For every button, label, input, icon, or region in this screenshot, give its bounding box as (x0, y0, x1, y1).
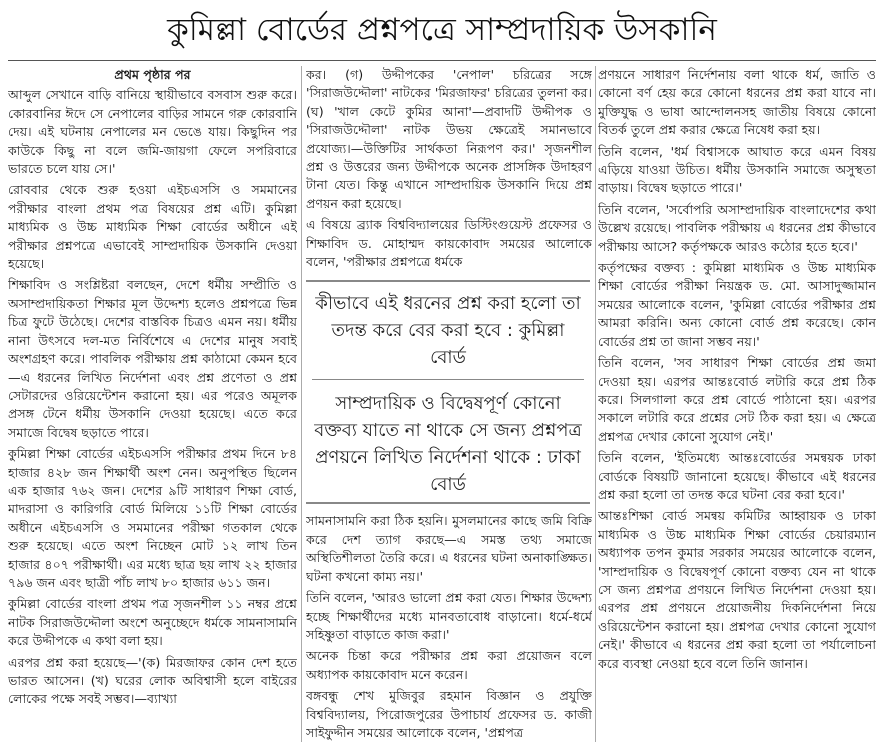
paragraph: তিনি বলেন, 'সর্বোপরি অসাম্প্রদায়িক বাংলাদেশের কথা উল্লেখ রয়েছে। পাবলিক পরীক্ষায় এ ধরনের প্রশ্ন কীভাবে পরীক্ষায় আসে? কর্তৃপক্ষকে আরও কঠোর হতে হবে।' (598, 201, 876, 254)
paragraph: প্রণয়নে সাধারণ নির্দেশনায় বলা থাকে ধর্ম, জাতি ও কোনো বর্ণ হেয় করে কোনো ধরনের প্রশ্ন করা যাবে না। মুক্তিযুদ্ধ ও ভাষা আন্দোলনসহ জাতীয় বিষয়ে কোনো বিতর্ক তুলে প্রশ্ন করার ক্ষেত্রে নিষেধ করা হয়। (598, 67, 876, 138)
paragraph: অনেক চিন্তা করে পরীক্ষার প্রশ্ন করা প্রয়োজন বলে অধ্যাপক কায়কোবাদ মনে করেন। (306, 648, 592, 682)
headline: কুমিল্লা বোর্ডের প্রশ্নপত্রে সাম্প্রদায়িক উসকানি (167, 12, 717, 48)
column-divider-1 (301, 66, 302, 742)
paragraph: এ বিষয়ে ব্র্যাক বিশ্ববিদ্যালয়ের ডিস্টিংগুয়েস্ট প্রফেসর ও শিক্ষাবিদ ড. মোহাম্মদ কায়কোবাদ সময়ের আলোকে বলেন, 'পরীক্ষার প্রশ্নপত্রে ধর্মকে (306, 217, 592, 270)
paragraph: বঙ্গবন্ধু শেখ মুজিবুর রহমান বিজ্ঞান ও প্রযুক্তি বিশ্ববিদ্যালয়, পিরোজপুরের উপাচার্য প্রফেসর ড. কাজী সাইফুদ্দীন সময়ের আলোকে বলেন, 'প্রশ্নপত্র (306, 688, 592, 740)
column-1 (8, 66, 297, 742)
continued-label: প্রথম পৃষ্ঠার পর (114, 67, 191, 82)
paragraph: কুমিল্লা শিক্ষা বোর্ডের এইচএসসি পরীক্ষার প্রথম দিনে ৮৪ হাজার ৪২৮ জন শিক্ষার্থী অংশ নেন। অনুপস্থিত ছিলেন এক হাজার ৭৬২ জন। দেশের ৯টি সাধারণ শিক্ষা বোর্ড, মাদরাসা ও কারিগরি বোর্ড মিলিয়ে ১১টি শিক্ষা বোর্ডের অধীনে এইচএসসি ও সমমানের পরীক্ষা গতকাল থেকে শুরু হয়েছে। এতে অংশ নিচ্ছেন মোট ১২ লাখ তিন হাজার ৪০৭ পরীক্ষার্থী। এর মধ্যে ছাত্র ছয় লাখ ২২ হাজার ৭৯৬ জন এবং ছাত্রী পাঁচ লাখ ৮০ হাজার ৬১১ জন। (8, 446, 297, 590)
headline-rule (8, 60, 876, 61)
paragraph: কুমিল্লা বোর্ডের বাংলা প্রথম পত্র সৃজনশীল ১১ নম্বর প্রশ্নে নাটক সিরাজউদ্দৌলা অংশে অনুচ্ছেদে ধর্মকে সামনাসামনি করে উদ্দীপকে এ কথা বলা হয়। (8, 596, 297, 649)
pullquote-separator (312, 379, 584, 380)
paragraph: আন্তঃশিক্ষা বোর্ড সমন্বয় কমিটির আহ্বায়ক ও ঢাকা মাধ্যমিক ও উচ্চ মাধ্যমিক শিক্ষা বোর্ডের চেয়ারম্যান অধ্যাপক তপন কুমার সরকার সময়ের আলোকে বলেন, 'সাম্প্রদায়িক ও বিদ্বেষপূর্ণ কোনো বক্তব্য যেন না থাকে সে জন্য প্রশ্নপত্র প্রণয়নে লিখিত নির্দেশনা দেওয়া হয়। এরপর প্রশ্ন প্রণয়নে প্রয়োজনীয় দিকনির্দেশনা নিয়ে ওরিয়েন্টেশন করানো হয়। প্রশ্নপত্র দেখার কোনো সুযোগ নেই।' কীভাবে এ ধরনের প্রশ্ন করা হলো তা পর্যালোচনা করে ব্যবস্থা নেওয়া হবে বলে তিনি জানান। (598, 508, 876, 671)
column-divider-2 (595, 66, 596, 742)
paragraph: তিনি বলেন, 'ইতিমধ্যে আন্তঃবোর্ডের সমন্বয়ক ঢাকা বোর্ডকে বিষয়টি জানানো হয়েছে। কীভাবে এই ধরনের প্রশ্ন করা হলো তা তদন্ত করে ঘটনা বের করা হবে।' (598, 450, 876, 502)
pullquote-box (306, 280, 590, 504)
paragraph: আব্দুল সেখানে বাড়ি বানিয়ে স্থায়ীভাবে বসবাস শুরু করে। কোরবানির ঈদে সে নেপালের বাড়ির সামনে গরু কোরবানি দেয়। এই ঘটনায় নেপালের মন ভেঙে যায়। কিছুদিন পর কাউকে কিছু না বলে জমি-জায়গা ফেলে সপরিবারে ভারতে চলে যায় সে।' (8, 87, 297, 177)
pullquote-comilla-board: কীভাবে এই ধরনের প্রশ্ন করা হলো তা তদন্ত করে বের করা হবে : কুমিল্লা বোর্ড (315, 293, 581, 368)
paragraph: রোববার থেকে শুরু হওয়া এইচএসসি ও সমমানের পরীক্ষার বাংলা প্রথম পত্র বিষয়ের প্রশ্ন এটি। কুমিল্লা মাধ্যমিক ও উচ্চ মাধ্যমিক শিক্ষা বোর্ডের অধীনে এই পরীক্ষার প্রশ্নপত্রে এভাবেই সাম্প্রদায়িক উসকানি দেওয়া হয়েছে। (8, 182, 297, 272)
paragraph: কর। (গ) উদ্দীপকের 'নেপাল' চরিত্রের সঙ্গে 'সিরাজউদ্দৌলা' নাটকের 'মিরজাফর' চরিত্রের তুলনা কর। (ঘ) 'খাল কেটে কুমির আনা'—প্রবাদটি উদ্দীপক ও 'সিরাজউদ্দৌলা' নাটক উভয় ক্ষেত্রেই সমানভাবে প্রযোজ্য।—উক্তিটির সার্থকতা নিরূপণ কর।' সৃজনশীল প্রশ্ন ও উত্তরের জন্য উদ্দীপকে অনেক প্রাসঙ্গিক উদাহরণ টানা যেত। কিন্তু এখানে সাম্প্রদায়িক উসকানি দিয়ে প্রশ্ন প্রণয়ন করা হয়েছে। (306, 67, 592, 211)
paragraph: তিনি বলেন, 'আরও ভালো প্রশ্ন করা যেত। শিক্ষার উদ্দেশ্য হচ্ছে শিক্ষার্থীদের মধ্যে মানবতাবোধ বাড়ানো। ধর্মে-ধর্মে সহিষ্ণুতা বাড়াতে কাজ করা।' (306, 590, 592, 642)
paragraph: সামনাসামনি করা ঠিক হয়নি। মুসলমানের কাছে জমি বিক্রি করে দেশ ত্যাগ করছে—এ সমস্ত তথ্য সমাজে অস্থিতিশীলতা তৈরি করে। এ ধরনের ঘটনা অনাকাঙ্ক্ষিত। ঘটনা কখনো কাম্য নয়।' (306, 513, 592, 584)
paragraph: এরপর প্রশ্ন করা হয়েছে—'(ক) মিরজাফর কোন দেশ হতে ভারত আসেন। (খ) ঘরের লোক অবিশ্বাসী হলে বাইরের লোকের পক্ষে সবই সম্ভব।—ব্যাখ্যা (8, 654, 297, 707)
paragraph: শিক্ষাবিদ ও সংশ্লিষ্টরা বলছেন, দেশে ধর্মীয় সম্প্রীতি ও অসাম্প্রদায়িকতা শিক্ষার মূল উদ্দেশ্য হলেও প্রশ্নপত্রে ভিন্ন চিত্র ফুটে উঠেছে। দেশের বাস্তবিক চিত্রও এমন নয়। ধর্মীয় নানা উৎসবে দল-মত নির্বিশেষে এ দেশের মানুষ সবাই অংশগ্রহণ করে। পাবলিক পরীক্ষায় প্রশ্ন কাঠামো কেমন হবে—এ ধরনের লিখিত নির্দেশনা এবং প্রশ্ন প্রণেতা ও প্রশ্ন সেটারদের ওরিয়েন্টেশন করানো হয়। এর পরেও অমূলক প্রসঙ্গ টেনে ধর্মীয় উসকানি দেওয়া হয়েছে। এতে করে সমাজে বিদ্বেষ ছড়াতে পারে। (8, 277, 297, 440)
paragraph: তিনি বলেন, 'ধর্ম বিশ্বাসকে আঘাত করে এমন বিষয় এড়িয়ে যাওয়া উচিত। ধর্মীয় উসকানি সমাজে অসুস্থতা বাড়ায়। বিদ্বেষ ছড়াতে পারে।' (598, 143, 876, 196)
column-3 (598, 66, 876, 742)
paragraph: কর্তৃপক্ষের বক্তব্য : কুমিল্লা মাধ্যমিক ও উচ্চ মাধ্যমিক শিক্ষা বোর্ডের পরীক্ষা নিয়ন্ত্রক ড. মো. আসাদুজ্জামান সময়ের আলোকে বলেন, 'কুমিল্লা বোর্ডের পরীক্ষার প্রশ্ন আমরা করিনি। অন্য কোনো বোর্ড প্রশ্ন করেছে। কোন বোর্ডের প্রশ্ন তা জানা সম্ভব নয়।' (598, 260, 876, 349)
paragraph: তিনি বলেন, 'সব সাধারণ শিক্ষা বোর্ডের প্রশ্ন জমা দেওয়া হয়। এরপর আন্তঃবোর্ড লটারি করে প্রশ্ন ঠিক করে। সিলগালা করে প্রশ্ন বোর্ডে পাঠানো হয়। এরপর সকালে লটারি করে প্রশ্নের সেট ঠিক করা হয়। এ ক্ষেত্রে প্রশ্নপত্র দেখার কোনো সুযোগ নেই।' (598, 355, 876, 444)
pullquote-dhaka-board: সাম্প্রদায়িক ও বিদ্বেষপূর্ণ কোনো বক্তব্য যাতে না থাকে সে জন্য প্রশ্নপত্র প্রণয়নে লিখিত নির্দেশনা থাকে : ঢাকা বোর্ড (314, 393, 582, 495)
